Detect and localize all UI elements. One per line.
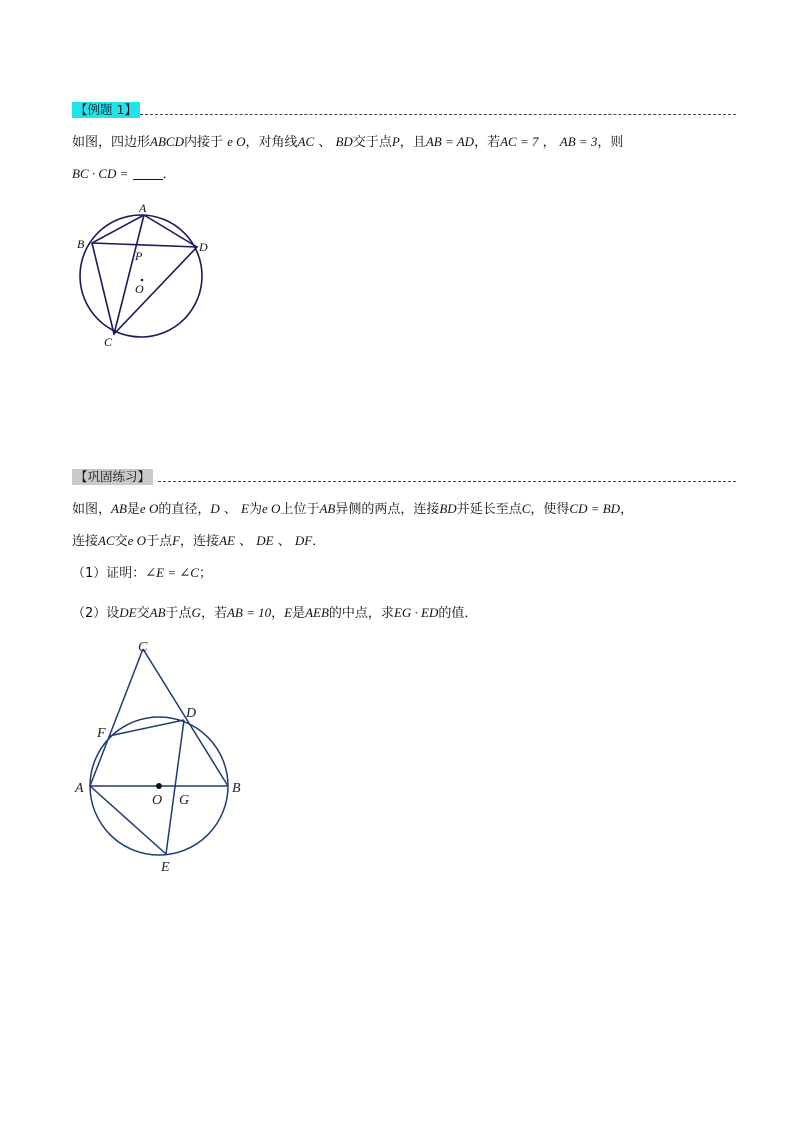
diagonal-ac <box>114 215 144 334</box>
dashed-divider <box>140 114 736 115</box>
label-o: O <box>135 282 144 296</box>
practice-header <box>72 469 736 487</box>
practice-figure <box>70 636 270 876</box>
label-f: F <box>97 726 106 741</box>
label-c: C <box>104 335 113 349</box>
label-d: D <box>186 706 197 721</box>
practice-tag: 【巩固练习】 <box>72 469 153 485</box>
label-a: A <box>75 781 84 796</box>
quadrilateral-abcd <box>92 215 197 334</box>
circumcircle <box>80 215 202 337</box>
label-p: P <box>135 249 143 263</box>
center-point <box>156 783 162 789</box>
label-d: D <box>199 240 208 254</box>
label-b: B <box>77 237 85 251</box>
label-c: C <box>138 640 148 655</box>
segment-de <box>166 720 184 854</box>
answer-blank <box>133 167 163 180</box>
diagonal-bd <box>92 243 197 247</box>
center-point <box>141 279 144 282</box>
question-2: （2）设DE交AB于点G，若AB = 10，E是AEB的中点，求EG · ED的值． <box>72 605 478 621</box>
example-line-2: BC · CD = ． <box>72 166 176 182</box>
label-o: O <box>152 793 163 808</box>
practice-line-1: 如图，AB是e O的直径，D 、 E为e O上位于AB异侧的两点，连接BD并延长至点C，使得CD = BD， <box>72 501 634 517</box>
label-e: E <box>161 860 170 875</box>
label-b: B <box>232 781 241 796</box>
label-a: A <box>139 201 147 215</box>
segment-fd <box>109 720 184 736</box>
example-tag: 【例题 1】 <box>72 102 140 118</box>
example-line-1: 如图，四边形ABCD内接于 e O，对角线AC 、 BD交于点P，且AB = AD，若AC = 7 ， AB = 3，则 <box>72 134 624 150</box>
example-header <box>72 102 736 120</box>
practice-line-2: 连接AC交e O于点F，连接AE 、 DE 、 DF． <box>72 533 326 549</box>
segment-ac <box>90 649 143 786</box>
example-figure <box>66 196 226 356</box>
dashed-divider <box>158 481 736 482</box>
question-1: （1）证明：∠E = ∠C； <box>72 565 212 581</box>
label-g: G <box>179 793 190 808</box>
